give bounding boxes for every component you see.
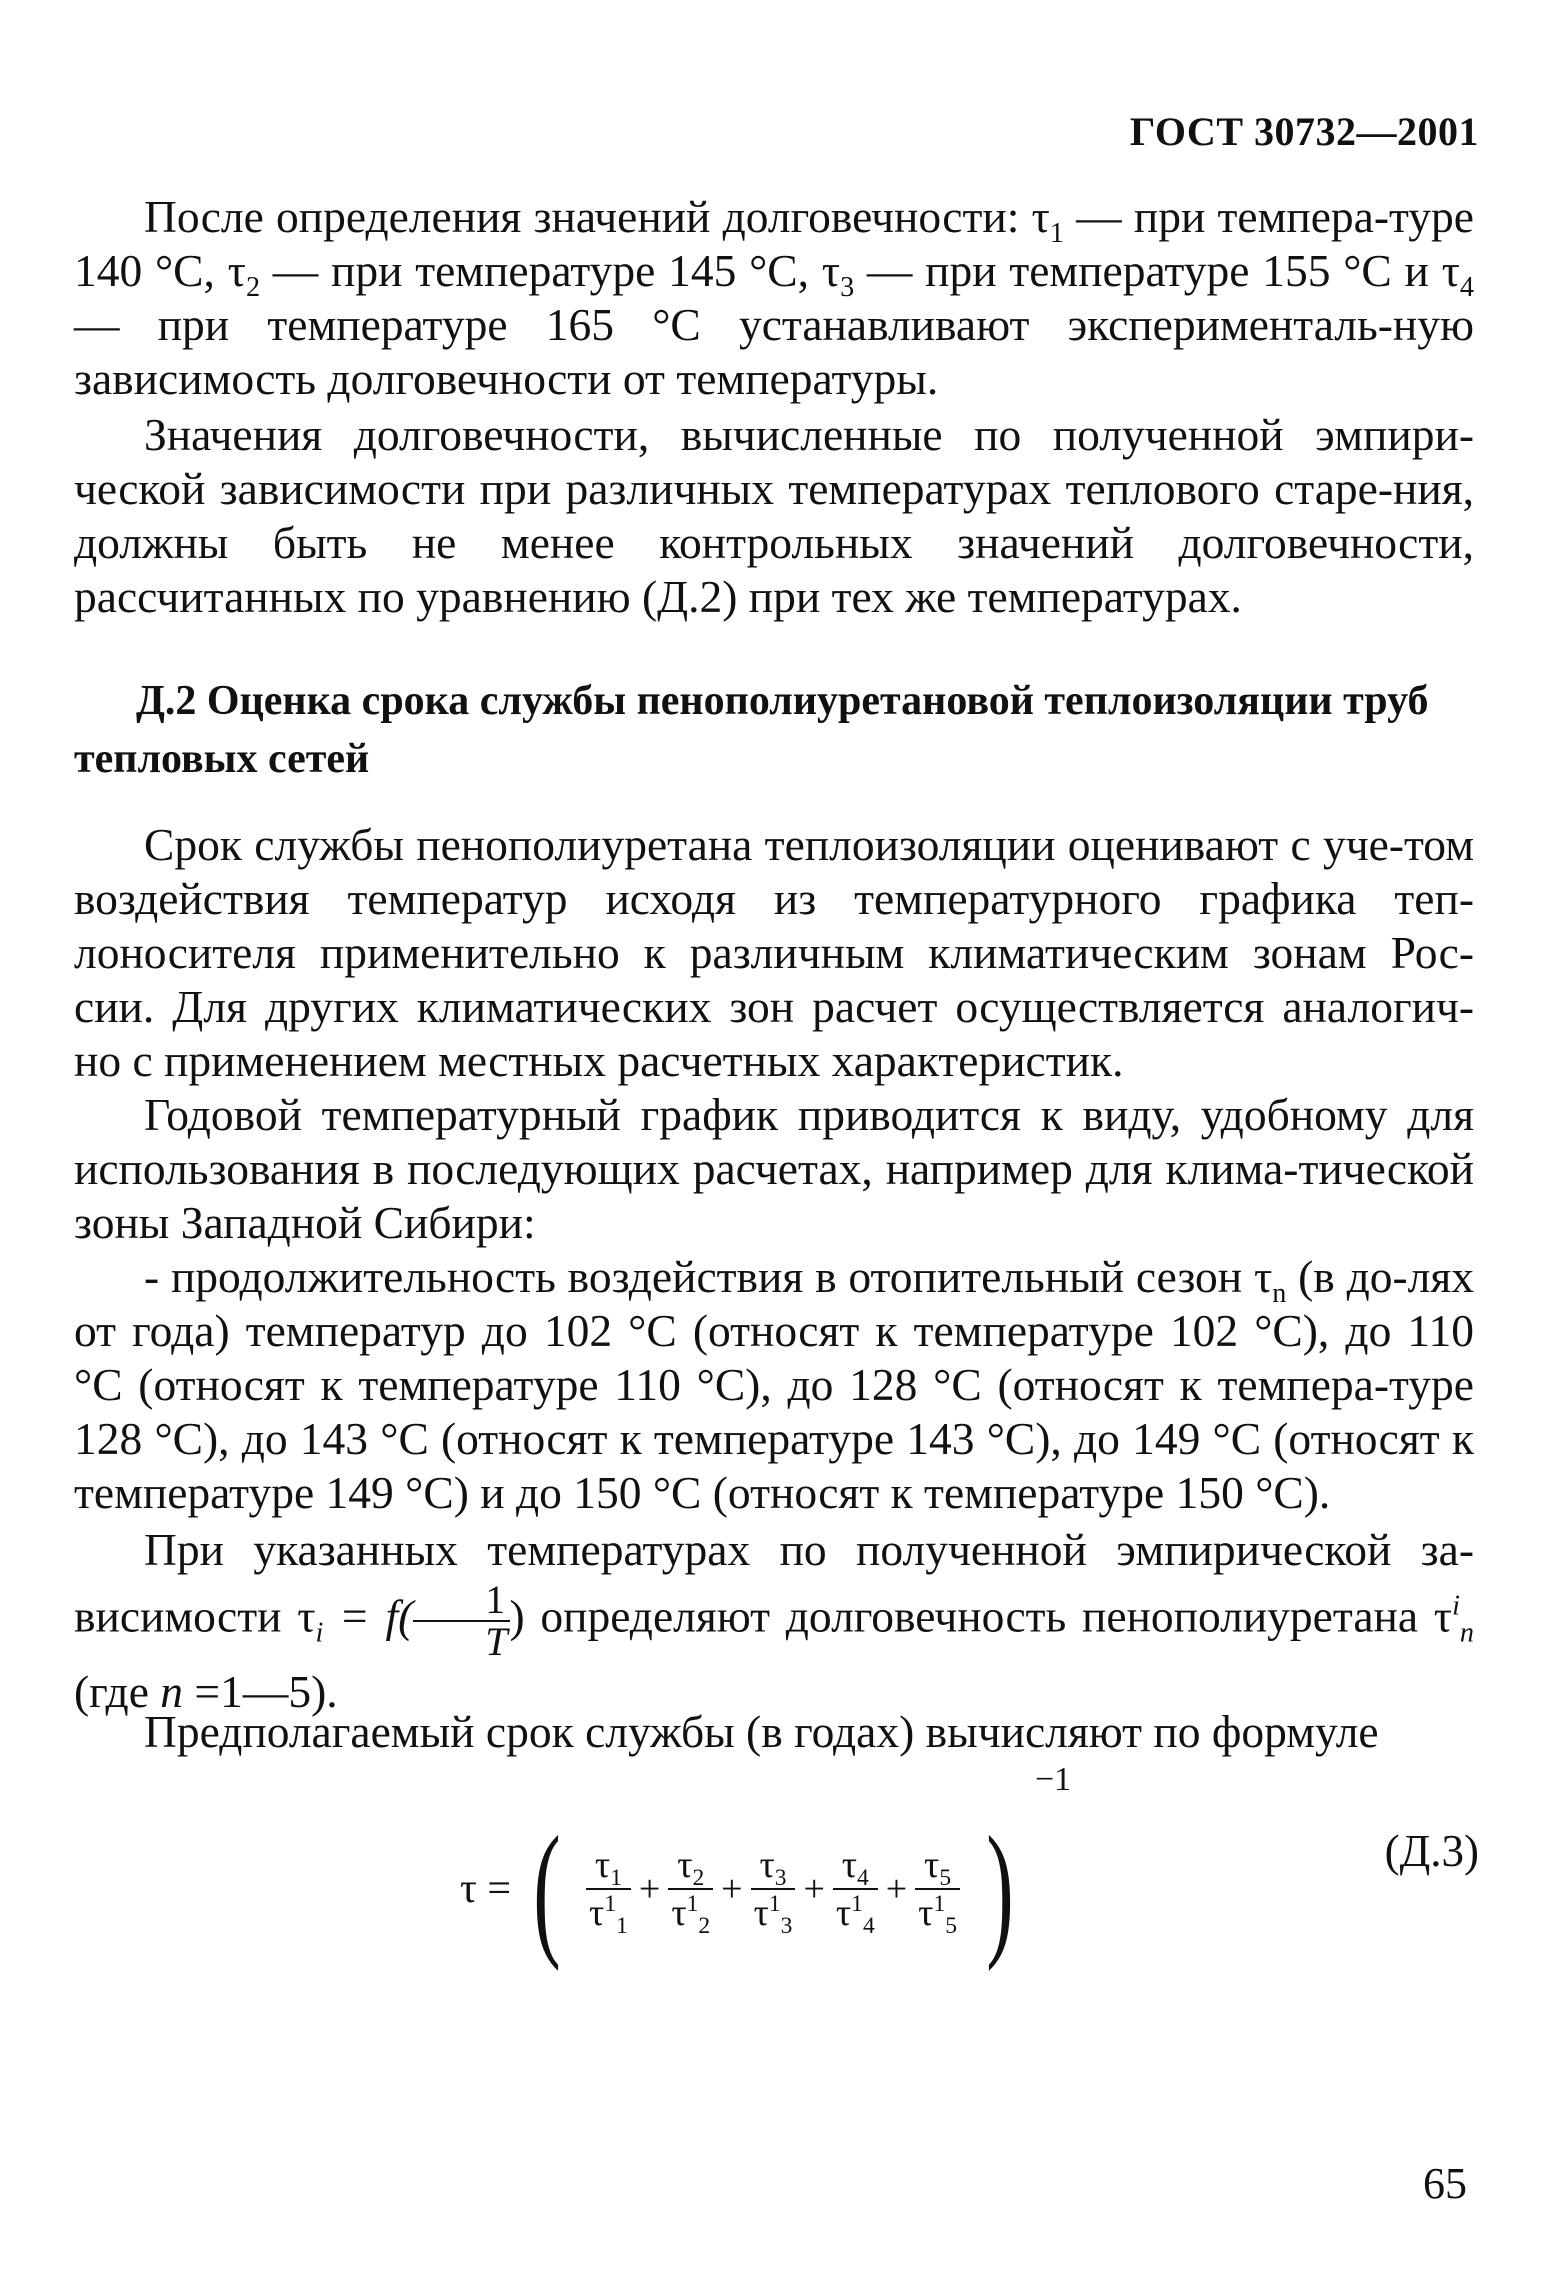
fraction-one-over-t: $\frac{1}{T}$: [413, 1580, 509, 1662]
formula-exponent: −1: [1034, 1761, 1072, 1798]
left-paren: (: [532, 1806, 561, 1973]
equation-label: (Д.3): [1384, 1826, 1479, 1876]
formula-term: [668, 1844, 713, 1940]
right-paren: ): [985, 1806, 1014, 1973]
paragraph-service-life: Срок службы пенополиуретана теплоизоляции оценивают с уче-том воздействия температур исходя из температурного графика теп-лоносителя применительно к различным климатическим зонам Рос-сии. Для других климатических зон расчет осуществляется аналогич-но с применением местных расчетных характеристик.: [74, 819, 1474, 1086]
term-numerator: $\tau_2$: [668, 1846, 713, 1890]
section-heading: [74, 672, 1484, 788]
formula-term: [915, 1844, 960, 1940]
plus-sign: +: [885, 1868, 908, 1911]
formula-term: [586, 1844, 631, 1940]
term-numerator: $\tau_3$: [751, 1846, 796, 1890]
term-numerator: $\tau_4$: [833, 1846, 878, 1890]
term-denominator: $\tau^1_2$: [671, 1891, 711, 1940]
term-denominator: $\tau^1_3$: [753, 1891, 793, 1940]
paragraph-formula-intro: Предполагаемый срок службы (в годах) вычисляют по формуле: [144, 1706, 1379, 1757]
paragraph-computed-durability: Значения долговечности, вычисленные по полученной эмпири-ческой зависимости при различных температурах теплового старе-ния, должны быть не менее контрольных значений долговечности, рассчитанных по уравнению (Д.2) при тех же температурах.: [74, 409, 1474, 622]
term-denominator: $\tau^1_4$: [835, 1891, 875, 1940]
term-denominator: $\tau^1_1$: [589, 1891, 628, 1940]
term-numerator: $\tau_5$: [915, 1846, 960, 1890]
section-number: Д.2: [136, 678, 197, 724]
plus-sign: +: [721, 1868, 743, 1911]
formula-lhs: τ =: [460, 1866, 512, 1913]
formula-terms: [582, 1844, 964, 1940]
formula-d3: [460, 1761, 1160, 1973]
formula-term: [833, 1844, 878, 1940]
term-numerator: $\tau_1$: [586, 1846, 631, 1890]
section-title: Оценка срока службы пенополиуретановой теплоизоляции труб тепловых сетей: [74, 678, 1429, 782]
plus-sign: +: [803, 1868, 825, 1911]
paragraph-empirical-dependency: При указанных температурах по полученной эмпирической за-висимости $\tau_i = f$( $\frac{1}{T}$ ) определяют долговечность пенополиуретана $\tau^i_n$ (где n =1—5).: [74, 1524, 1475, 1717]
plus-sign: +: [638, 1868, 661, 1911]
formula-term: [751, 1844, 796, 1940]
standard-header: ГОСТ 30732—2001: [1129, 109, 1479, 154]
paragraph-temperature-schedule: Годовой температурный график приводится к виду, удобному для использования в последующих расчетах, например для клима-тической зоны Западной Сибири:: [74, 1089, 1474, 1248]
term-denominator: $\tau^1_5$: [918, 1891, 957, 1940]
paragraph-durability-values: После определения значений долговечности: $\tau_1$ — при темпера-туре 140 °С, $\tau_2$ — при температуре 145 °С, $\tau_3$ — при температуре 155 °С и $\tau_4$ — при температуре 165 °С устанавливают эксперименталь-ную зависимость долговечности от температуры.: [74, 191, 1474, 404]
page-number: 65: [1423, 2159, 1467, 2208]
paragraph-heating-season: - продолжительность воздействия в отопительный сезон $\tau_n$ (в до-лях от года) температур до 102 °С (относят к температуре 102 °С), до 110 °С (относят к температуре 110 °С), до 128 °С (относят к темпера-туре 128 °С), до 143 °С (относят к температуре 143 °С), до 149 °С (относят к температуре 149 °С) и до 150 °С (относят к температуре 150 °С).: [74, 1251, 1475, 1518]
